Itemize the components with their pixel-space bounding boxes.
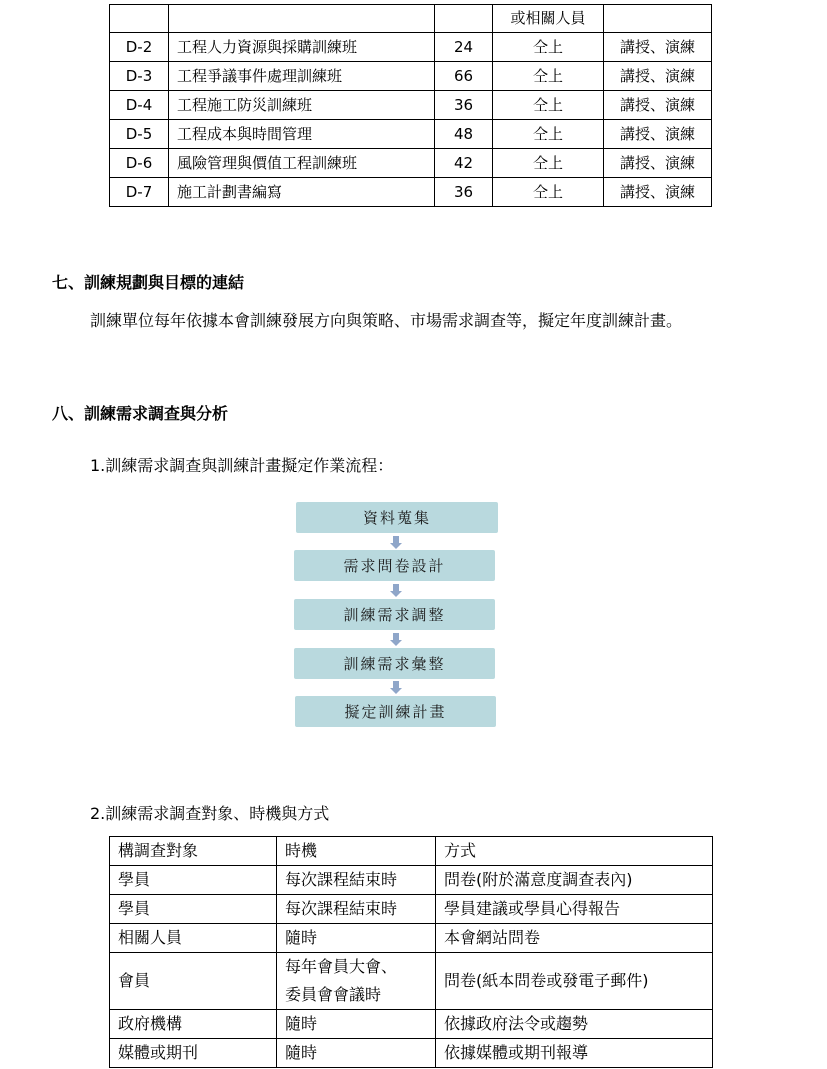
table-row <box>110 149 712 178</box>
cell-target: 仝上 <box>493 178 604 207</box>
cell-code: D-4 <box>110 91 169 120</box>
down-arrow-icon <box>389 536 403 550</box>
cell-method: 本會網站問卷 <box>436 924 713 953</box>
cell-name: 工程成本與時間管理 <box>169 120 435 149</box>
cell-hours: 36 <box>435 178 493 207</box>
cell-method: 學員建議或學員心得報告 <box>436 895 713 924</box>
table-row <box>110 120 712 149</box>
cell-name: 工程爭議事件處理訓練班 <box>169 62 435 91</box>
cell-name: 施工計劃書編寫 <box>169 178 435 207</box>
cell-target: 仝上 <box>493 120 604 149</box>
cell-target: 仝上 <box>493 62 604 91</box>
cell-target: 學員 <box>110 866 277 895</box>
cell-target: 媒體或期刊 <box>110 1039 277 1068</box>
cell-code: D-5 <box>110 120 169 149</box>
survey-table <box>109 836 713 1068</box>
cell-timing-line-2: 委員會會議時 <box>285 985 382 1004</box>
cell-hours: 42 <box>435 149 493 178</box>
cell-name: 工程施工防災訓練班 <box>169 91 435 120</box>
cell-target: 學員 <box>110 895 277 924</box>
section-heading-8: 八、訓練需求調查與分析 <box>52 404 229 423</box>
cell-method: 問卷(紙本問卷或發電子郵件) <box>436 953 713 1010</box>
cell-target: 相關人員 <box>110 924 277 953</box>
cell-timing <box>277 953 436 1010</box>
cell-method: 講授、演練 <box>604 33 712 62</box>
cell-method: 講授、演練 <box>604 91 712 120</box>
table-row <box>110 62 712 91</box>
flow-step-2: 需求問卷設計 <box>294 550 495 581</box>
flow-step-3: 訓練需求調整 <box>294 599 495 630</box>
cell-target: 政府機構 <box>110 1010 277 1039</box>
flow-step-5: 擬定訓練計畫 <box>295 696 496 727</box>
table-row <box>110 895 713 924</box>
cell-timing: 每次課程結束時 <box>277 895 436 924</box>
cell-code: D-7 <box>110 178 169 207</box>
table-row <box>110 5 712 33</box>
item-1-caption: 1.訓練需求調查與訓練計畫擬定作業流程： <box>90 456 394 475</box>
cell-method: 依據媒體或期刊報導 <box>436 1039 713 1068</box>
table-row <box>110 91 712 120</box>
cell-timing: 隨時 <box>277 1039 436 1068</box>
cell-method: 講授、演練 <box>604 178 712 207</box>
table-row <box>110 1010 713 1039</box>
cell-method: 講授、演練 <box>604 62 712 91</box>
cell-method: 問卷(附於滿意度調查表內) <box>436 866 713 895</box>
cell-hours: 66 <box>435 62 493 91</box>
course-table <box>109 4 712 207</box>
header-method: 方式 <box>436 837 713 866</box>
cell-target: 仝上 <box>493 91 604 120</box>
section-7-paragraph: 訓練單位每年依據本會訓練發展方向與策略、市場需求調查等，擬定年度訓練計畫。 <box>90 311 683 330</box>
cell-timing: 隨時 <box>277 924 436 953</box>
cell-code: D-6 <box>110 149 169 178</box>
table-row <box>110 1039 713 1068</box>
item-2-caption: 2.訓練需求調查對象、時機與方式 <box>90 804 330 823</box>
cell-timing: 隨時 <box>277 1010 436 1039</box>
table-row <box>110 866 713 895</box>
section-heading-7: 七、訓練規劃與目標的連結 <box>52 273 245 292</box>
table-row <box>110 924 713 953</box>
cell-name: 風險管理與價值工程訓練班 <box>169 149 435 178</box>
cell-hours: 48 <box>435 120 493 149</box>
cell-code: D-3 <box>110 62 169 91</box>
cell-timing: 每次課程結束時 <box>277 866 436 895</box>
cell-hours: 24 <box>435 33 493 62</box>
cell-method: 講授、演練 <box>604 149 712 178</box>
cell-target: 會員 <box>110 953 277 1010</box>
cell-timing-line-1: 每年會員大會、 <box>285 957 398 976</box>
cell-target: 仝上 <box>493 149 604 178</box>
table-row <box>110 33 712 62</box>
table-row <box>110 953 713 1010</box>
cell-method: 依據政府法令或趨勢 <box>436 1010 713 1039</box>
down-arrow-icon <box>389 681 403 695</box>
cell-target: 或相關人員 <box>493 5 604 33</box>
flow-step-4: 訓練需求彙整 <box>294 648 495 679</box>
cell-code: D-2 <box>110 33 169 62</box>
down-arrow-icon <box>389 584 403 598</box>
header-target: 構調查對象 <box>110 837 277 866</box>
cell-method: 講授、演練 <box>604 120 712 149</box>
cell-hours: 36 <box>435 91 493 120</box>
header-timing: 時機 <box>277 837 436 866</box>
flow-step-1: 資料蒐集 <box>296 502 498 533</box>
table-row <box>110 178 712 207</box>
cell-target: 仝上 <box>493 33 604 62</box>
table-header-row <box>110 837 713 866</box>
cell-name: 工程人力資源與採購訓練班 <box>169 33 435 62</box>
down-arrow-icon <box>389 633 403 647</box>
